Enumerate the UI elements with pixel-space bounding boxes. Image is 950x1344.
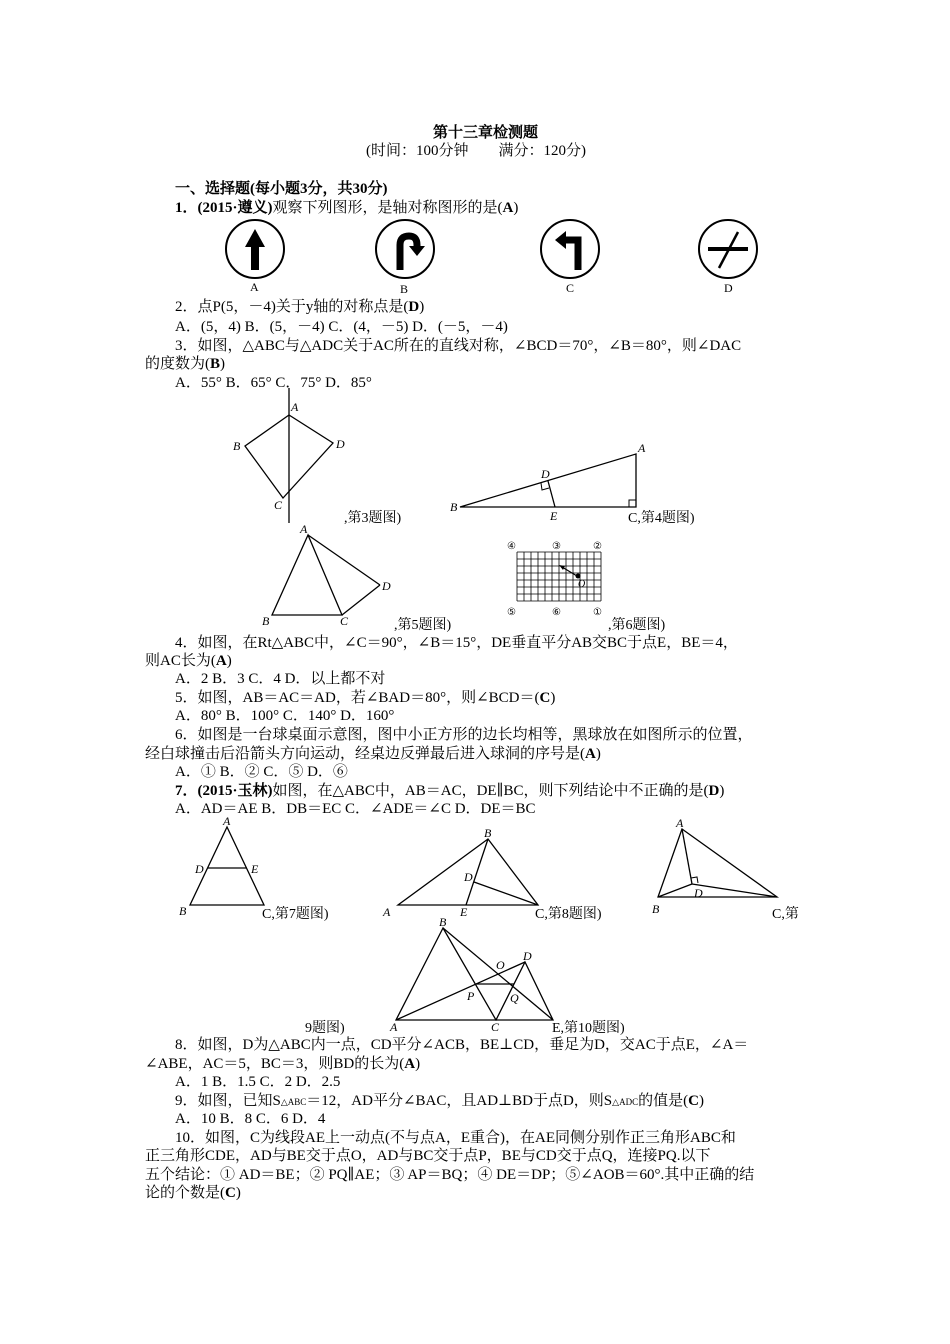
question-10-close: )	[235, 1185, 241, 1201]
figure-7-label-b: B	[179, 904, 187, 918]
question-10-line4: 论的个数是(	[145, 1185, 225, 1201]
turn-left-sign-icon	[541, 220, 599, 278]
question-10-line3: 五个结论：① AD＝BE；② PQ∥AE；③ AP＝BQ；④ DE＝DP；⑤∠AOB＝60°.其中正确的结	[145, 1167, 755, 1183]
question-6-options: A．① B．② C．⑤ D．⑥	[175, 764, 348, 780]
question-5-answer: C	[539, 690, 551, 706]
question-5	[175, 689, 555, 707]
figure-q1-label-d: D	[724, 281, 733, 295]
figure-7	[175, 814, 275, 918]
figure-q1-label-c: C	[566, 281, 575, 295]
question-6-answer: A	[585, 746, 596, 762]
figure-10-label-b: B	[439, 915, 447, 929]
figure-5-caption: ,第5题图)	[394, 618, 452, 633]
figure-6-label-o: O	[578, 579, 586, 590]
figure-8-label-e: E	[460, 905, 468, 919]
figure-6-hole-5: ⑤	[507, 607, 516, 618]
figure-8-caption: C,第8题图)	[535, 907, 602, 922]
figure-3-label-a: A	[291, 400, 299, 414]
figure-6-hole-3: ③	[552, 541, 561, 552]
question-1-answer: A	[502, 200, 514, 216]
question-9-stem-part2: ＝12，AD平分∠BAC，且AD⊥BD于点D，则S	[306, 1093, 613, 1109]
question-2	[175, 298, 424, 316]
question-9-answer: C	[688, 1093, 699, 1109]
question-8-stem-line2: ∠ABE，AC＝5，BC＝3，则BD的长为(	[145, 1056, 405, 1072]
section-heading: 一、选择题(每小题3分，共30分)	[175, 181, 388, 197]
figure-10-label-q: Q	[510, 991, 519, 1005]
question-3-stem-line2: 的度数为(	[145, 356, 210, 372]
figure-4	[448, 440, 648, 523]
question-5-stem: 5．如图，AB＝AC＝AD，若∠BAD＝80°，则∠BCD＝(	[175, 690, 540, 706]
figure-4-label-b: B	[450, 500, 458, 514]
question-7	[175, 782, 724, 800]
figure-7-label-d: D	[195, 862, 204, 876]
question-7-options: A．AD＝AE B．DB＝EC C．∠ADE＝∠C D．DE＝BC	[175, 801, 536, 817]
figure-8-label-a: A	[383, 905, 391, 919]
question-8-close: )	[415, 1056, 421, 1072]
question-3	[145, 355, 225, 373]
question-4-close: )	[226, 653, 232, 669]
question-2-close: )	[419, 299, 425, 315]
figure-7-caption: C,第7题图)	[262, 907, 329, 922]
figure-10-label-c: C	[491, 1020, 500, 1034]
figure-9-caption-part1: C,第	[772, 907, 799, 922]
u-turn-right-sign-icon	[376, 220, 434, 278]
black-ball	[576, 574, 581, 579]
question-4-stem-line1: 4．如图，在Rt△ABC中，∠C＝90°，∠B＝15°，DE垂直平分AB交BC于点E，BE＝4，	[175, 635, 738, 651]
question-6-stem-line2: 经白球撞击后沿箭头方向运动，经桌边反弹最后进入球洞的序号是(	[145, 746, 585, 762]
figure-10-label-a: A	[390, 1020, 398, 1034]
figure-10-caption: E,第10题图)	[552, 1021, 625, 1036]
figure-3-label-c: C	[274, 498, 283, 512]
up-arrow-sign-icon	[226, 220, 284, 278]
question-1-close: )	[513, 200, 519, 216]
question-9-subscript-adc: △ADC	[612, 1097, 639, 1107]
figure-5-label-b: B	[262, 614, 270, 628]
figure-6-hole-2: ②	[593, 541, 602, 552]
figure-9-label-b: B	[652, 902, 660, 916]
figure-6-hole-1: ①	[593, 607, 602, 618]
question-6	[145, 745, 601, 763]
question-10-answer: C	[225, 1185, 236, 1201]
figure-9	[650, 815, 800, 915]
question-4	[145, 652, 232, 670]
question-3-close: )	[220, 356, 226, 372]
question-8-answer: A	[404, 1056, 416, 1072]
question-7-stem: 如图，在△ABC中，AB＝AC，DE∥BC，则下列结论中不正确的是(	[272, 783, 709, 799]
question-1-number: 1．	[175, 200, 198, 216]
question-3-stem-line1: 3．如图，△ABC与△ADC关于AC所在的直线对称，∠BCD＝70°，∠B＝80°，则∠DAC	[175, 338, 742, 354]
question-3-answer: B	[210, 356, 221, 372]
figure-4-label-e: E	[550, 509, 558, 523]
figure-q1	[0, 218, 950, 298]
page-title: 第十三章检测题	[433, 125, 539, 141]
no-crossing-sign-icon	[699, 220, 757, 278]
question-9-options: A．10 B．8 C．6 D．4	[175, 1111, 326, 1127]
figure-8-label-b: B	[484, 826, 492, 840]
question-5-close: )	[550, 690, 556, 706]
figure-9-label-a: A	[676, 816, 684, 830]
figure-9-label-d: D	[694, 886, 703, 900]
figure-q1-label-a: A	[250, 280, 259, 294]
question-4-answer: A	[215, 653, 227, 669]
figure-4-label-a: A	[638, 441, 646, 455]
question-1	[175, 199, 518, 217]
question-4-options: A．2 B．3 C．4 D．以上都不对	[175, 671, 386, 687]
question-2-answer: D	[408, 299, 420, 315]
page-subtitle: (时间：100分钟 满分：120分)	[366, 143, 586, 159]
question-4-stem-line2: 则AC长为(	[145, 653, 216, 669]
figure-9-caption-part2: 9题图)	[305, 1021, 345, 1036]
figure-5-label-c: C	[340, 614, 349, 628]
question-9-stem-part3: 的值是(	[638, 1093, 689, 1109]
question-1-stem: 观察下列图形，是轴对称图形的是(	[272, 200, 503, 216]
figure-5	[260, 522, 400, 628]
figure-4-label-d: D	[541, 467, 550, 481]
question-7-answer: D	[708, 783, 720, 799]
question-8-options: A．1 B．1.5 C．2 D．2.5	[175, 1074, 341, 1090]
figure-10-label-o: O	[496, 958, 505, 972]
question-2-options: A．(5，4) B．(5，－4) C．(4，－5) D．(－5，－4)	[175, 319, 508, 335]
figure-6-hole-6: ⑥	[552, 607, 561, 618]
figure-10-label-p: P	[467, 989, 475, 1003]
figure-3-caption: ,第3题图)	[344, 511, 402, 526]
question-7-source: (2015·玉林)	[197, 783, 273, 799]
question-7-number: 7．	[175, 783, 198, 799]
question-10-line2: 正三角形CDE，AD与BE交于点O，AD与BC交于点P，BE与CD交于点Q，连接PQ.以下	[145, 1148, 711, 1164]
question-9-close: )	[698, 1093, 704, 1109]
question-9-stem-part1: 9．如图，已知S	[175, 1093, 281, 1109]
figure-5-label-d: D	[382, 579, 391, 593]
figure-3-label-d: D	[336, 437, 345, 451]
figure-7-label-e: E	[251, 862, 259, 876]
question-6-close: )	[595, 746, 601, 762]
figure-6-hole-4: ④	[507, 541, 516, 552]
question-7-close: )	[719, 783, 725, 799]
question-3-options: A．55° B．65° C．75° D．85°	[175, 375, 372, 391]
question-9	[175, 1092, 704, 1111]
question-9-subscript-abc: △ABC	[280, 1097, 307, 1107]
figure-3-label-b: B	[233, 439, 241, 453]
figure-4-caption: C,第4题图)	[628, 511, 695, 526]
figure-8-label-d: D	[464, 870, 473, 884]
question-8	[145, 1055, 420, 1073]
question-8-stem-line1: 8．如图，D为△ABC内一点，CD平分∠ACB，BE⊥CD，垂足为D，交AC于点E，∠A＝	[175, 1037, 749, 1053]
figure-10-label-d: D	[523, 949, 532, 963]
figure-10	[388, 912, 568, 1032]
question-1-source: (2015·遵义)	[197, 200, 273, 216]
question-10-line1: 10．如图，C为线段AE上一动点(不与点A，E重合)，在AE同侧分别作正三角形ABC和	[175, 1130, 736, 1146]
question-6-stem-line1: 6．如图是一台球桌面示意图，图中小正方形的边长均相等，黑球放在如图所示的位置，	[175, 727, 753, 743]
figure-5-label-a: A	[300, 522, 308, 536]
figure-6-caption: ,第6题图)	[608, 618, 666, 633]
question-2-stem: 2．点P(5，－4)关于y轴的对称点是(	[175, 299, 409, 315]
question-10	[145, 1184, 241, 1202]
figure-6-grid	[517, 552, 601, 601]
question-5-options: A．80° B．100° C．140° D．160°	[175, 708, 395, 724]
figure-7-label-a: A	[223, 814, 231, 828]
figure-6	[505, 537, 615, 637]
figure-q1-label-b: B	[400, 282, 409, 296]
